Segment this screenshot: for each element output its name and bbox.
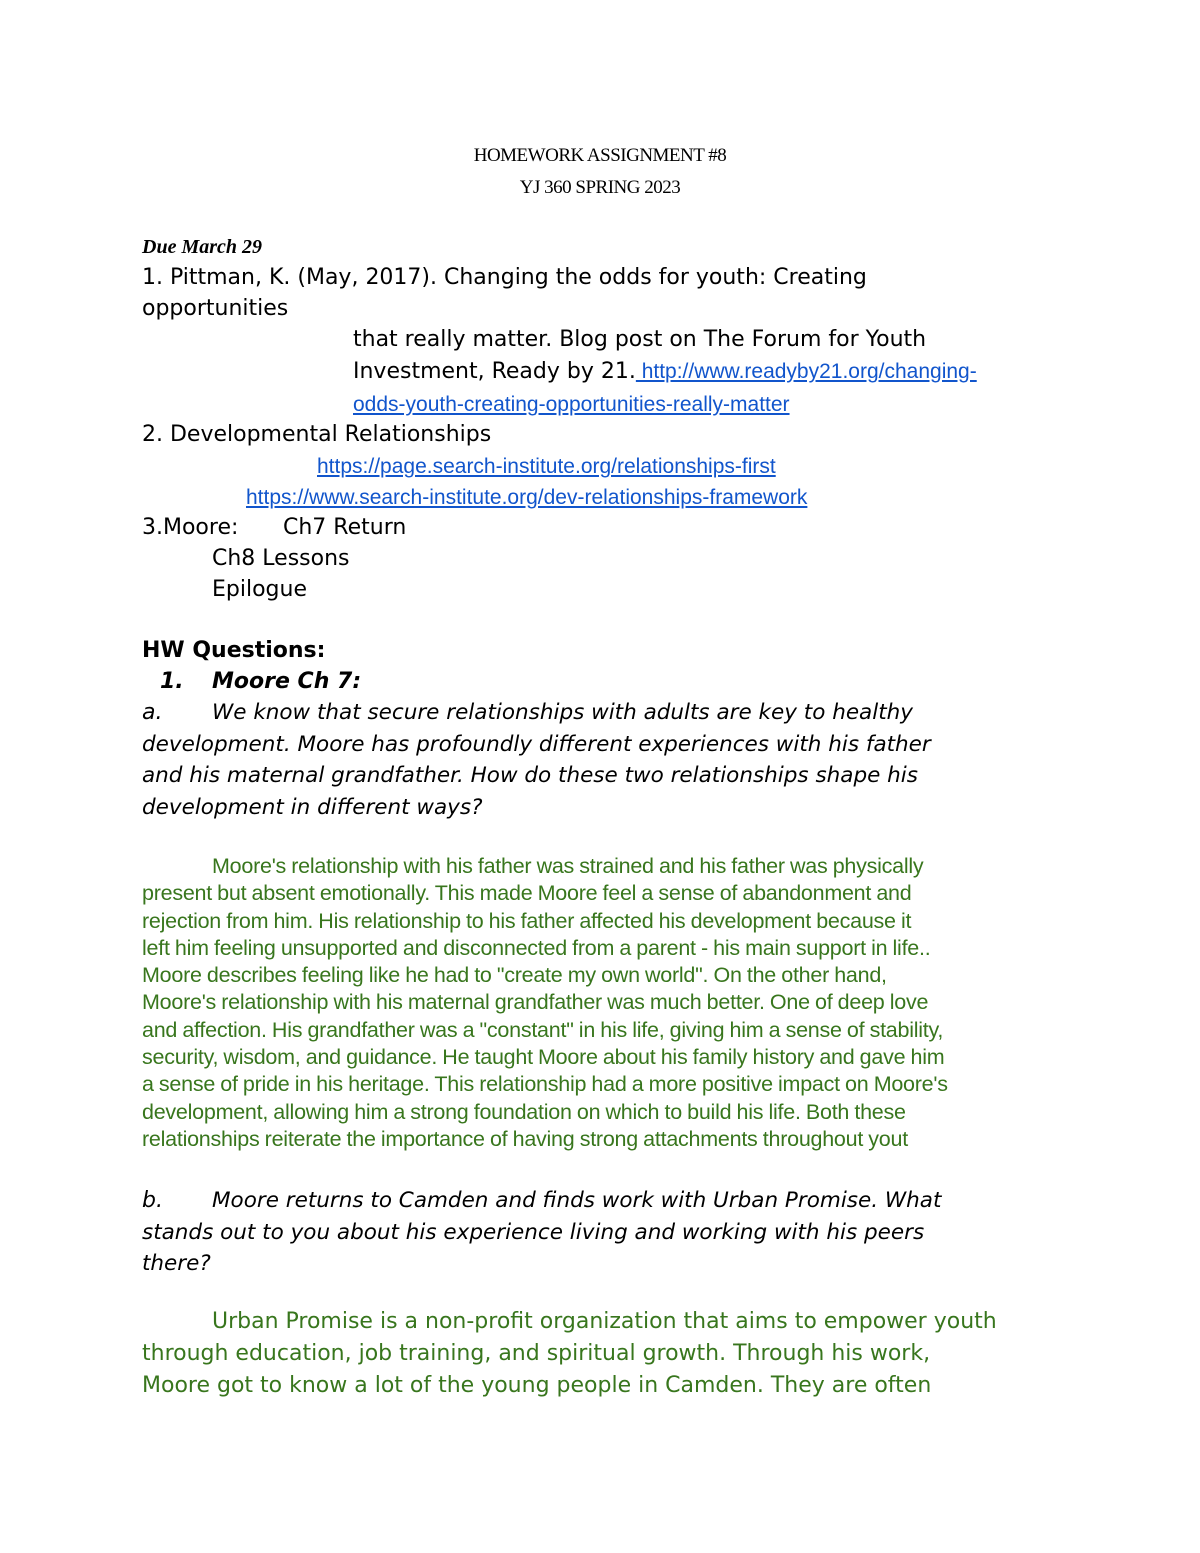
answer-a-line: a sense of pride in his heritage. This relationship had a more positive impact on Moore's <box>142 1072 948 1097</box>
reading-2-link-2-line <box>246 481 807 513</box>
answer-a-line: Moore's relationship with his maternal grandfather was much better. One of deep love <box>142 990 929 1015</box>
readyby21-link-part-2[interactable]: odds-youth-creating-opportunities-really-matter <box>353 393 790 416</box>
readyby21-link-part-1[interactable]: http://www.readyby21.org/changing- <box>635 360 977 383</box>
reading-1-line-4 <box>353 356 977 387</box>
assignment-title: HOMEWORK ASSIGNMENT #8 <box>473 145 727 166</box>
question-a-line: development in different ways? <box>142 794 483 820</box>
question-a <box>142 697 931 823</box>
question-b-label: b. <box>142 1188 163 1213</box>
question-b-line: Moore returns to Camden and finds work with Urban Promise. What <box>212 1188 942 1213</box>
answer-a-line: relationships reiterate the importance of having strong attachments throughout yout <box>142 1126 908 1151</box>
dev-relationships-framework-link[interactable]: https://www.search-institute.org/dev-relationships-framework <box>246 486 808 509</box>
answer-a-line: rejection from him. His relationship to his father affected his development because it <box>142 908 912 933</box>
answer-a-line: development, allowing him a strong foundation on which to build his life. Both these <box>142 1099 906 1124</box>
question-a-line: development. Moore has profoundly different experiences with his father <box>142 731 931 757</box>
question-b-line: there? <box>142 1251 211 1276</box>
answer-a-line: Moore's relationship with his father was strained and his father was physically <box>212 854 924 878</box>
answer-a-line: left him feeling unsupported and disconnected from a parent - his main support in life.. <box>142 935 931 960</box>
reading-2-label: 2. Developmental Relationships <box>142 422 492 447</box>
question-b <box>142 1185 941 1280</box>
reading-3-ch7: Ch7 Return <box>283 515 407 540</box>
reading-3-ch8: Ch8 Lessons <box>212 546 350 571</box>
answer-a-line: present but absent emotionally. This made Moore feel a sense of abandonment and <box>142 881 912 906</box>
reading-3-label: 3.Moore: <box>142 515 239 540</box>
question-b-line: stands out to you about his experience living and working with his peers <box>142 1219 925 1245</box>
question-a-line: and his maternal grandfather. How do these two relationships shape his <box>142 763 918 788</box>
due-date: Due March 29 <box>142 236 263 258</box>
reading-3-epilogue: Epilogue <box>212 577 307 602</box>
answer-b-line: through education, job training, and spiritual growth. Through his work, <box>142 1341 931 1366</box>
answer-b <box>142 1306 1072 1402</box>
question-a-line: We know that secure relationships with adults are key to healthy <box>212 700 913 725</box>
answer-b-line: Moore got to know a lot of the young people in Camden. They are often <box>142 1373 932 1398</box>
hw-questions-heading: HW Questions: <box>142 638 326 663</box>
relationships-first-link[interactable]: https://page.search-institute.org/relationships-first <box>317 455 776 478</box>
reading-1-line-1: 1. Pittman, K. (May, 2017). Changing the odds for youth: Creating <box>142 265 867 290</box>
answer-a-line: security, wisdom, and guidance. He taught Moore about his family history and gave him <box>142 1045 945 1070</box>
reading-1-line-3: that really matter. Blog post on The Forum for Youth <box>353 327 927 352</box>
reading-2-link-1-line <box>317 450 776 482</box>
reading-1-line-2: opportunities <box>142 296 289 321</box>
answer-a-line: Moore describes feeling like he had to "create my own world". On the other hand, <box>142 963 887 988</box>
section-1-title: Moore Ch 7: <box>212 669 362 694</box>
reading-1-source-text: Investment, Ready by 21. <box>353 359 636 384</box>
reading-1-line-5 <box>353 388 790 420</box>
course-title: YJ 360 SPRING 2023 <box>519 177 681 198</box>
question-a-label: a. <box>142 700 163 725</box>
answer-a-line: and affection. His grandfather was a "constant" in his life, giving him a sense of stability, <box>142 1017 944 1042</box>
answer-a <box>142 853 1072 1153</box>
section-1-number: 1. <box>160 669 184 694</box>
answer-b-line: Urban Promise is a non-profit organization that aims to empower youth <box>212 1309 997 1334</box>
